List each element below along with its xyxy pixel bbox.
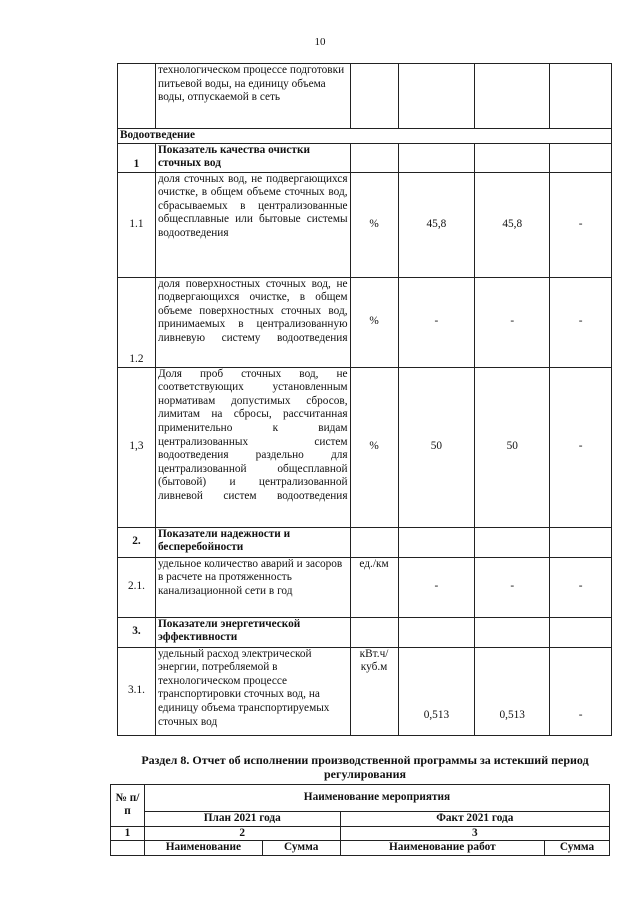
row-deviation: - (550, 647, 612, 735)
row-plan: 45,8 (398, 172, 475, 277)
section8-table (110, 784, 610, 856)
row-description: Показатель качества очистки сточных вод (155, 143, 350, 172)
col-measure-header: Наименование мероприятия (144, 785, 609, 812)
table-row (118, 647, 612, 735)
carry-description: технологическом процессе подготовки питьевой воды, на единицу объема воды, отпускаемой в сеть (155, 64, 350, 129)
row-unit: ед./км (350, 557, 398, 617)
table-row (118, 277, 612, 367)
sub-header-name: Наименование (144, 841, 262, 856)
row-number: 3.1. (118, 647, 156, 735)
sub-header-work: Наименование работ (340, 841, 544, 856)
row-unit: кВт.ч/ куб.м (350, 647, 398, 735)
sub-header-sum: Сумма (262, 841, 340, 856)
row-fact: 50 (475, 367, 550, 527)
row-number: 2. (118, 527, 156, 557)
row-fact: - (475, 557, 550, 617)
index-cell: 3 (340, 826, 609, 841)
row-fact: 0,513 (475, 647, 550, 735)
row-description: Доля проб сточных вод, не соответствующих установленным нормативам допустимых сбросов, лимитам на сбросы, рассчитанная применительно к видам централизованных систем водоотведения раздельно для централизованной общесплавной (бытовой) и централизованной ливневой систем водоотведения (155, 367, 350, 527)
row-plan: - (398, 557, 475, 617)
row-description: удельное количество аварий и засоров в расчете на протяженность канализационной сети в год (155, 557, 350, 617)
row-plan: 50 (398, 367, 475, 527)
row-number: 3. (118, 617, 156, 647)
row-number: 2.1. (118, 557, 156, 617)
section-title: Водоотведение (118, 129, 612, 144)
section-row (118, 129, 612, 144)
section8-title: Раздел 8. Отчет об исполнении производственной программы за истекший период регулирования (141, 753, 589, 781)
row-description: доля поверхностных сточных вод, не подвергающихся очистке, в общем объеме поверхностных сточных вод, принимаемых в централизованную ливневую систему водоотведения (155, 277, 350, 367)
sub-header-sum: Сумма (545, 841, 610, 856)
row-description: удельный расход электрической энергии, потребляемой в технологическом процессе транспортировки сточных вод, на единицу объема транспортируемых сточных вод (155, 647, 350, 735)
row-number: 1.2 (118, 277, 156, 367)
row-fact: - (475, 277, 550, 367)
row-number: 1,3 (118, 367, 156, 527)
table-row (118, 557, 612, 617)
row-unit: % (350, 172, 398, 277)
plan-header: План 2021 года (144, 812, 340, 827)
col-number-header: № п/п (111, 785, 145, 827)
row-unit: % (350, 277, 398, 367)
row-plan: 0,513 (398, 647, 475, 735)
table-row (118, 172, 612, 277)
indicators-table (117, 63, 612, 736)
table-row (118, 367, 612, 527)
row-fact: 45,8 (475, 172, 550, 277)
row-description: Показатели энергетической эффективности (155, 617, 350, 647)
row-number: 1 (118, 143, 156, 172)
index-cell: 2 (144, 826, 340, 841)
row-deviation: - (550, 172, 612, 277)
table-row (118, 143, 612, 172)
row-description: доля сточных вод, не подвергающихся очистке, в общем объеме сточных вод, сбрасываемых в централизованные общесплавные или бытовые системы водоотведения (155, 172, 350, 277)
page-number: 10 (314, 36, 326, 48)
table-row (118, 617, 612, 647)
table-row (118, 527, 612, 557)
row-unit: % (350, 367, 398, 527)
index-cell: 1 (111, 826, 145, 841)
row-plan: - (398, 277, 475, 367)
row-description: Показатели надежности и бесперебойности (155, 527, 350, 557)
row-number: 1.1 (118, 172, 156, 277)
table-row (118, 64, 612, 129)
row-deviation: - (550, 367, 612, 527)
fact-header: Факт 2021 года (340, 812, 609, 827)
row-deviation: - (550, 557, 612, 617)
row-deviation: - (550, 277, 612, 367)
